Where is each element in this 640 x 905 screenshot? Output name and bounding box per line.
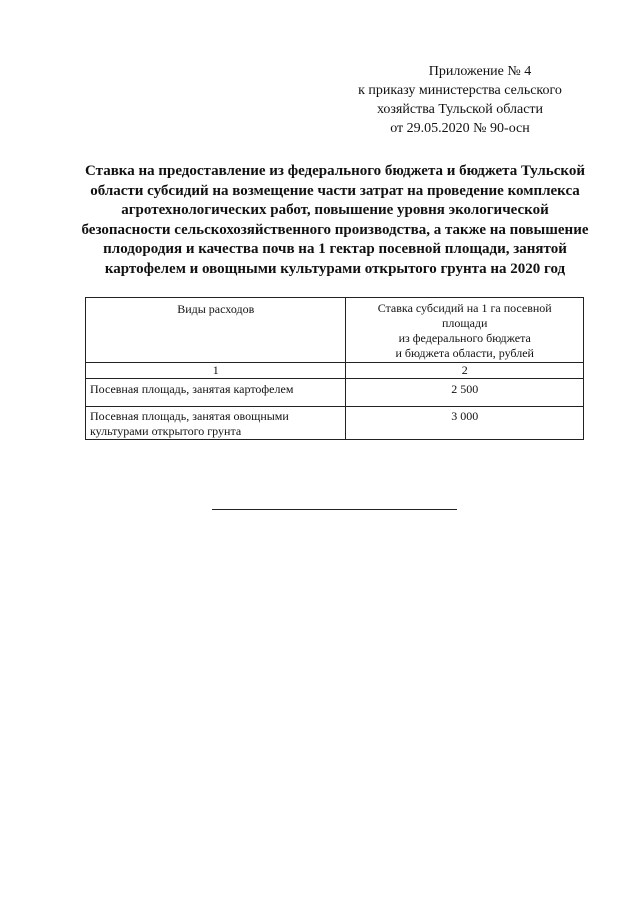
column-number: 2 — [346, 363, 584, 379]
table-row — [86, 379, 584, 407]
row-value: 2 500 — [346, 379, 584, 407]
header-expense-types: Виды расходов — [86, 298, 346, 363]
appendix-number: Приложение № 4 — [428, 64, 532, 79]
header-rate-line: и бюджета области, рублей — [395, 346, 534, 360]
title-line: области субсидий на возмещение части затрат на проведение комплекса — [90, 182, 580, 199]
title-line: плодородия и качества почв на 1 гектар посевной площади, занятой — [103, 241, 567, 257]
table-row — [86, 407, 584, 440]
header-rate-line: Ставка субсидий на 1 га посевной — [377, 301, 552, 315]
header-rate-line: площади — [441, 316, 488, 330]
title-line: агротехнологических работ, повышение уровня экологической — [121, 202, 549, 218]
appendix-date-number: от 29.05.2020 № 90-осн — [390, 121, 530, 136]
column-number: 1 — [86, 363, 346, 379]
document-title — [70, 162, 600, 279]
row-label-line: Посевная площадь, занятая картофелем — [90, 382, 294, 396]
column-number-row — [86, 363, 584, 379]
row-label-line: культурами открытого грунта — [90, 424, 242, 438]
row-label-line: Посевная площадь, занятая овощными — [90, 409, 289, 423]
signature-divider-line — [212, 509, 457, 510]
title-line: безопасности сельскохозяйственного производства, а также на повышение — [81, 221, 589, 238]
row-value: 3 000 — [346, 407, 584, 440]
header-subsidy-rate — [346, 298, 584, 363]
title-line: картофелем и овощными культурами открытого грунта на 2020 год — [104, 260, 566, 277]
row-label — [86, 407, 346, 440]
header-rate-line: из федерального бюджета — [398, 331, 531, 345]
row-label — [86, 379, 346, 407]
appendix-ministry-line: хозяйства Тульской области — [376, 102, 544, 117]
appendix-order-line: к приказу министерства сельского — [358, 83, 562, 98]
title-line: Ставка на предоставление из федерального бюджета и бюджета Тульской — [85, 163, 585, 179]
table-header-row — [86, 298, 584, 363]
rates-table — [85, 297, 584, 440]
appendix-header — [320, 62, 600, 138]
